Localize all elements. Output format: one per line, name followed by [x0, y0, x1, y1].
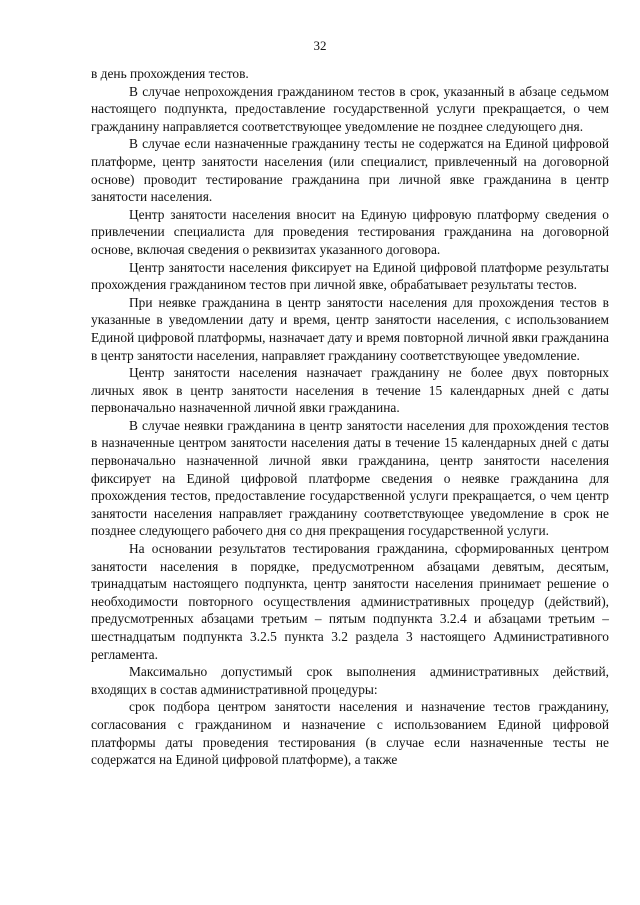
paragraph-continuation: в день прохождения тестов.	[91, 66, 249, 81]
paragraph: В случае неявки гражданина в центр занятости населения для прохождения тестов в назначенные центром занятости населения даты в течение 15 календарных дней с даты первоначально назначенной личной явки гражданина, центр занятости населения фиксирует на Единой цифровой платформе сведения о неявке гражданина для прохождения тестов, предоставление государственной услуги прекращается, о чем центр занятости населения направляет гражданину соответствующее уведомление в срок не позднее следующего рабочего дня со дня прекращения государственной услуги.	[91, 417, 609, 539]
paragraph: На основании результатов тестирования гражданина, сформированных центром занятости населения в порядке, предусмотренном абзацами девятым, десятым, тринадцатым настоящего подпункта, центр занятости населения принимает решение о необходимости повторного осуществления административных процедур (действий), предусмотренных абзацами третьим – пятым подпункта 3.2.4 и абзацами третьим – шестнадцатым подпункта 3.2.5 пункта 3.2 раздела 3 настоящего Административного регламента.	[91, 541, 609, 662]
paragraph: Центр занятости населения вносит на Единую цифровую платформу сведения о привлечении специалиста для проведения тестирования гражданина на договорной основе, включая сведения о реквизитах указанного договора.	[91, 206, 609, 257]
paragraph: Центр занятости населения фиксирует на Единой цифровой платформе результаты прохождения гражданином тестов при личной явке, обрабатывает результаты тестов.	[91, 259, 609, 293]
paragraph: В случае непрохождения гражданином тестов в срок, указанный в абзаце седьмом настоящего подпункта, предоставление государственной услуги прекращается, о чем гражданину направляется соответствующее уведомление не позднее следующего дня.	[91, 83, 609, 134]
document-body	[91, 65, 609, 769]
paragraph: Максимально допустимый срок выполнения административных действий, входящих в состав административной процедуры:	[91, 664, 609, 697]
paragraph: При неявке гражданина в центр занятости населения для прохождения тестов в указанные в уведомлении дату и время, центр занятости населения, с использованием Единой цифровой платформы, назначает дату и время повторной личной явки гражданина в центр занятости населения, направляет гражданину соответствующее уведомление.	[91, 294, 609, 363]
paragraph: В случае если назначенные гражданину тесты не содержатся на Единой цифровой платформе, центр занятости населения (или специалист, привлеченный на договорной основе) проводит тестирование гражданина при личной явке гражданина в центр занятости населения.	[91, 136, 609, 205]
paragraph: Центр занятости населения назначает гражданину не более двух повторных личных явок в центр занятости населения в течение 15 календарных дней с даты первоначально назначенной личной явки гражданина.	[91, 365, 609, 416]
page-number: 32	[313, 38, 327, 53]
paragraph: срок подбора центром занятости населения и назначение тестов гражданину, согласования с гражданином и назначение с использованием Единой цифровой платформы даты проведения тестирования (в случае если назначенные тесты не содержатся на Единой цифровой платформе), а также	[91, 699, 609, 768]
